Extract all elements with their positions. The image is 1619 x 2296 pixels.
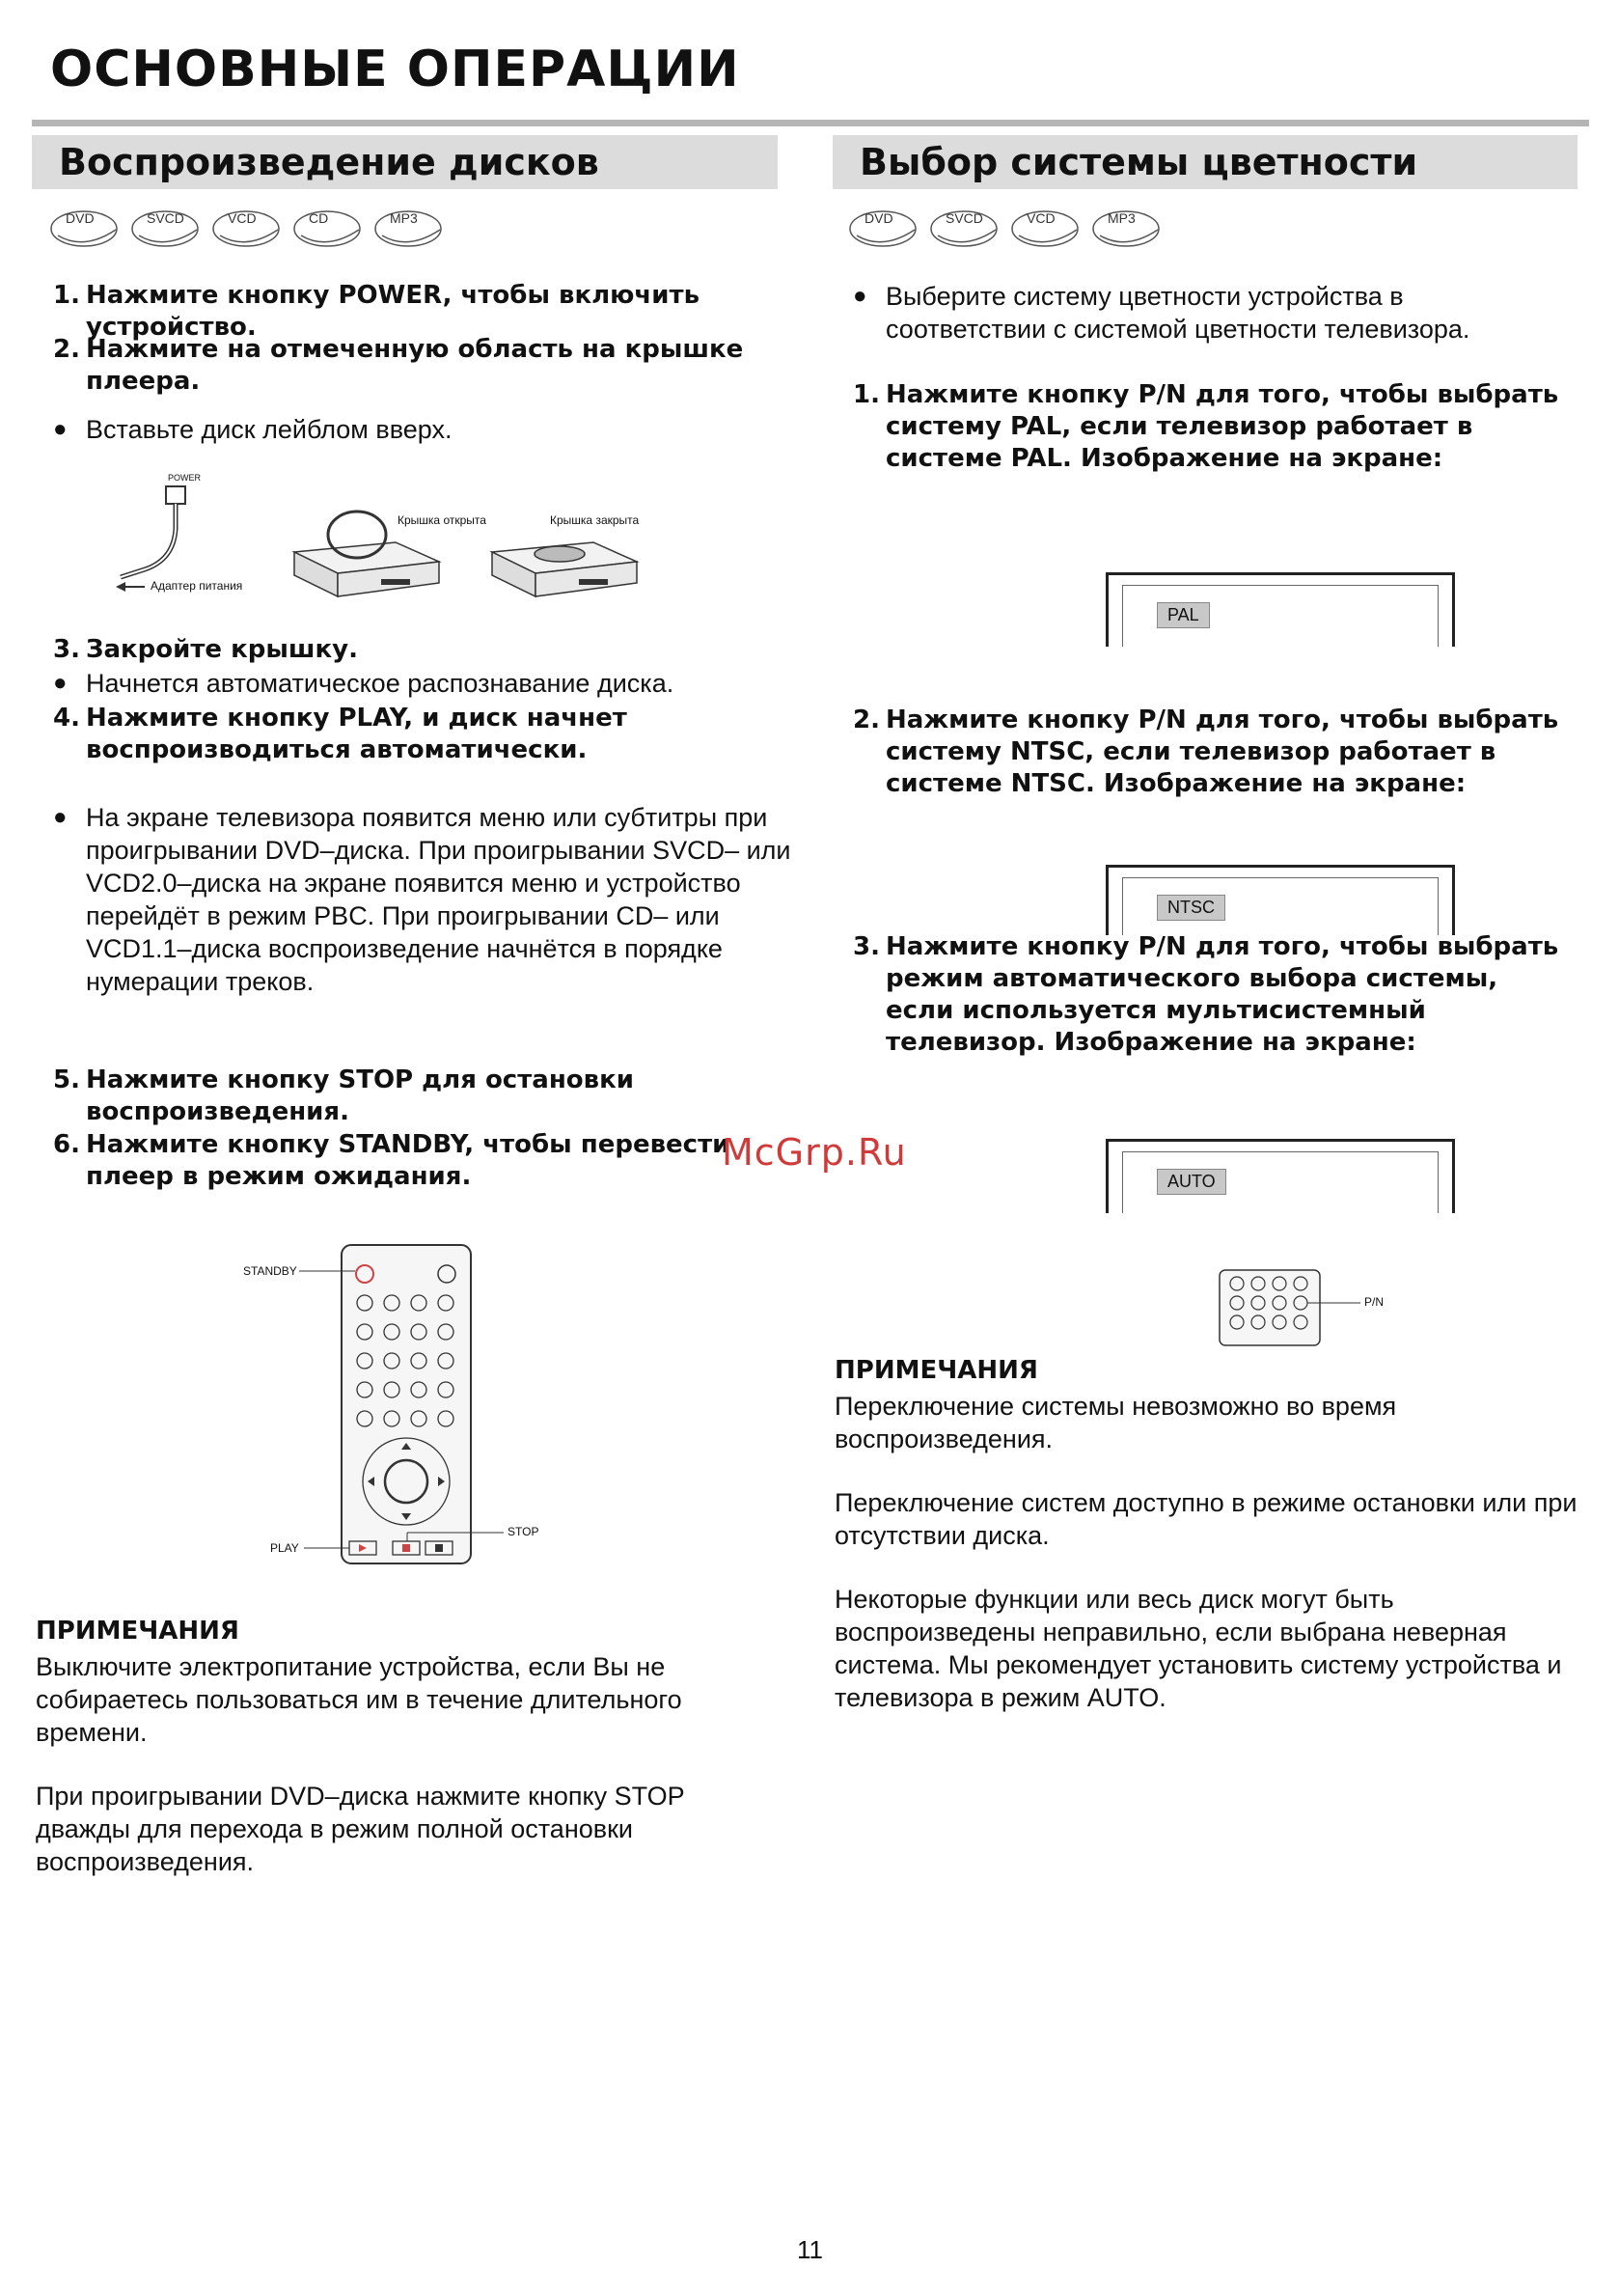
disc-badge: SVCD [129,207,201,251]
remote-figure [232,1235,579,1573]
step-6: 6. Нажмите кнопку STANDBY, чтобы перевести плеер в режим ожидания. [53,1130,730,1191]
notes-heading-left: ПРИМЕЧАНИЯ [36,1617,239,1646]
screen-label-auto: AUTO [1157,1169,1226,1195]
tv-screen-ntsc [1106,865,1455,935]
disc-badge: VCD [210,207,282,251]
bullet-auto-detect: ● Начнется автоматическое распознавание диска. [53,669,674,698]
note-left-1: Выключите электропитание устройства, если Вы не собираетесь пользоваться им в течение длительного времени. [36,1652,682,1747]
step-4: 4. Нажмите кнопку PLAY, и диск начнет воспроизводиться автоматически. [53,704,627,764]
page-number: 11 [797,2235,823,2264]
step-3: 3. Закройте крышку. [53,635,358,664]
note-right-3: Некоторые функции или весь диск могут быть воспроизведены неправильно, если выбрана неверная система. Мы рекомендует установить систему устройства и телевизора в режим AUTO. [835,1585,1562,1712]
disc-badge: CD [291,207,363,251]
color-step-2: 2. Нажмите кнопку P/N для того, чтобы выбрать систему NTSC, если телевизор работает в системе NTSC. Изображение на экране: [853,705,1559,798]
disc-badge: MP3 [372,207,444,251]
note-right-1: Переключение системы невозможно во время воспроизведения. [835,1392,1397,1453]
step-1: 1. Нажмите кнопку POWER, чтобы включить устройство. [53,281,700,342]
pn-label: P/N [1364,1295,1385,1309]
note-right-2: Переключение систем доступно в режиме остановки или при отсутствии диска. [835,1488,1578,1550]
notes-heading-right: ПРИМЕЧАНИЯ [835,1356,1038,1385]
page-title: ОСНОВНЫЕ ОПЕРАЦИИ [50,41,740,98]
note-left-2: При проигрывании DVD–диска нажмите кнопку STOP дважды для перехода в режим полной остановки воспроизведения. [36,1782,685,1876]
disc-format-badges-right [847,207,1162,251]
disc-badge: MP3 [1090,207,1162,251]
disc-format-badges-left [48,207,444,251]
title-divider [32,120,1589,126]
disc-badge: SVCD [928,207,1000,251]
disc-badge: DVD [48,207,120,251]
lid-open-label: Крышка открыта [398,513,486,527]
section-heading-color-system: Выбор системы цветности [833,135,1578,189]
step-2: 2. Нажмите на отмеченную область на крышке плеера. [53,335,744,396]
adapter-label: Адаптер питания [151,579,243,593]
remote-control-illustration [232,1235,579,1573]
bullet-insert-disc: ● Вставьте диск лейблом вверх. [53,415,453,444]
stop-label: STOP [508,1525,539,1538]
disc-badge: VCD [1009,207,1081,251]
tv-screen-auto [1106,1139,1455,1213]
bullet-color-intro: ● Выберите систему цветности устройства в соответствии с системой цветности телевизора. [853,282,1470,344]
standby-label: STANDBY [243,1264,297,1278]
disc-badge: DVD [847,207,919,251]
step-5: 5. Нажмите кнопку STOP для остановки воспроизведения. [53,1065,634,1126]
color-step-1: 1. Нажмите кнопку P/N для того, чтобы выбрать систему PAL, если телевизор работает в системе PAL. Изображение на экране: [853,380,1559,473]
player-figure [106,473,666,598]
screen-label-ntsc: NTSC [1157,895,1225,921]
power-label: POWER [168,473,202,483]
play-label: PLAY [270,1541,299,1555]
color-step-3: 3. Нажмите кнопку P/N для того, чтобы выбрать режим автоматического выбора системы, если используется мультисистемный телевизор. Изображение на экране: [853,932,1559,1057]
pn-keypad-figure [1216,1266,1409,1349]
screen-label-pal: PAL [1157,602,1210,628]
section-heading-playback: Воспроизведение дисков [32,135,778,189]
bullet-menu-info: ● На экране телевизора появится меню или субтитры при проигрывании DVD–диска. При проигрывании SVCD– или VCD2.0–диска на экране появится меню и устройство перейдёт в режим PBC. При проигрывании CD– или VCD1.1–диска воспроизведение начнётся в порядке нумерации треков. [53,803,791,996]
lid-closed-label: Крышка закрыта [550,513,640,527]
tv-screen-pal [1106,572,1455,647]
watermark: McGrp.Ru [722,1131,907,1174]
